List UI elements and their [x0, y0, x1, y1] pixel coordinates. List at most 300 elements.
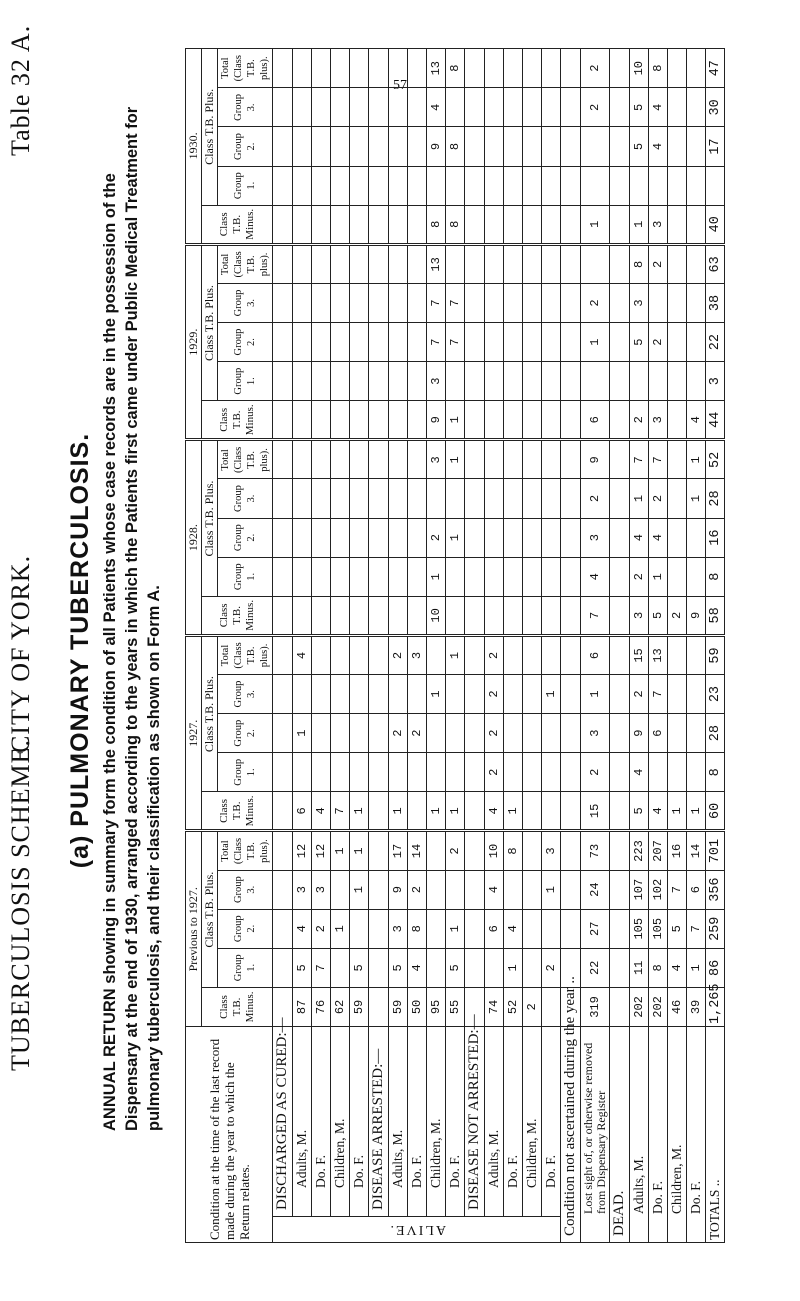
table-cell: 4: [504, 909, 523, 948]
table-cell: 2: [649, 244, 668, 283]
table-cell: [504, 205, 523, 244]
table-cell: 2: [389, 635, 408, 674]
table-cell: 3: [630, 283, 649, 322]
section-title: DEAD.: [610, 1027, 630, 1243]
table-cell: [485, 323, 504, 362]
table-cell: 27: [581, 909, 610, 948]
table-cell: [542, 323, 561, 362]
table-cell: 107: [630, 870, 649, 909]
table-cell: [389, 88, 408, 127]
table-cell: [668, 283, 687, 322]
empty-cell: [465, 714, 485, 753]
table-cell: [331, 244, 350, 283]
table-cell: 7: [687, 909, 706, 948]
table-cell: 2: [542, 948, 561, 987]
year-header: 1927.: [186, 635, 202, 831]
table-cell: 2: [523, 987, 542, 1026]
empty-cell: [369, 362, 389, 401]
table-cell: 102: [649, 870, 668, 909]
table-row: [504, 49, 523, 1243]
table-cell: 7: [312, 948, 331, 987]
table-cell: [408, 127, 427, 166]
total-cell: 17: [706, 127, 725, 166]
table-cell: 13: [649, 635, 668, 674]
table-cell: [408, 323, 427, 362]
group-header: Group 2.: [218, 323, 273, 362]
row-label: Do. F.: [504, 1027, 523, 1217]
description-line-2: Dispensary at the end of 1930, arranged according to the years in which the Patients first came under Public Medical Treatment for: [123, 106, 141, 1131]
empty-cell: [273, 440, 293, 479]
table-cell: 1: [331, 909, 350, 948]
empty-cell: [465, 675, 485, 714]
empty-cell: [273, 479, 293, 518]
table-cell: 1: [630, 479, 649, 518]
empty-cell: [273, 518, 293, 557]
total-cell: 52: [706, 440, 725, 479]
table-cell: 4: [293, 635, 312, 674]
table-cell: [523, 244, 542, 283]
table-cell: [668, 557, 687, 596]
table-cell: [331, 596, 350, 635]
row-label: Adults, M.: [630, 1027, 649, 1243]
empty-cell: [610, 244, 630, 283]
table-cell: 8: [649, 948, 668, 987]
table-cell: [485, 948, 504, 987]
table-cell: 7: [331, 792, 350, 831]
table-cell: [542, 518, 561, 557]
table-cell: [523, 401, 542, 440]
table-cell: 5: [630, 792, 649, 831]
table-cell: [331, 675, 350, 714]
empty-cell: [369, 518, 389, 557]
table-cell: [312, 518, 331, 557]
empty-cell: [369, 401, 389, 440]
total-cell: 58: [706, 596, 725, 635]
empty-cell: [465, 323, 485, 362]
table-cell: 1: [581, 675, 610, 714]
table-cell: 4: [293, 909, 312, 948]
empty-cell: [561, 870, 581, 909]
table-cell: [293, 596, 312, 635]
table-cell: 9: [581, 440, 610, 479]
table-cell: 2: [630, 401, 649, 440]
table-cell: [668, 479, 687, 518]
table-cell: [668, 362, 687, 401]
totals-row: [706, 49, 725, 1243]
table-cell: [408, 244, 427, 283]
table-cell: 1: [504, 948, 523, 987]
empty-cell: [610, 166, 630, 205]
empty-cell: [465, 909, 485, 948]
empty-cell: [465, 205, 485, 244]
group-header: Group 2.: [218, 909, 273, 948]
table-cell: [408, 283, 427, 322]
table-cell: 2: [485, 714, 504, 753]
empty-cell: [369, 440, 389, 479]
class-minus-header: Class T.B. Minus.: [202, 596, 273, 635]
class-plus-header: Class T.B. Plus.: [202, 244, 218, 400]
table-cell: 1: [446, 792, 465, 831]
table-cell: [350, 714, 369, 753]
table-cell: 8: [649, 49, 668, 88]
table-row: [581, 49, 610, 1243]
table-cell: [523, 362, 542, 401]
table-cell: [350, 88, 369, 127]
table-cell: 202: [649, 987, 668, 1026]
table-cell: [293, 675, 312, 714]
table-cell: [427, 831, 446, 870]
table-cell: [485, 88, 504, 127]
empty-cell: [369, 987, 389, 1026]
table-cell: 2: [446, 831, 465, 870]
table-cell: 2: [581, 49, 610, 88]
table-cell: [504, 244, 523, 283]
table-cell: [427, 870, 446, 909]
table-cell: [687, 205, 706, 244]
table-cell: 207: [649, 831, 668, 870]
empty-cell: [465, 596, 485, 635]
table-cell: [331, 753, 350, 792]
table-cell: [504, 440, 523, 479]
table-cell: [504, 362, 523, 401]
table-row: [293, 49, 312, 1243]
table-cell: 9: [687, 596, 706, 635]
table-cell: [504, 557, 523, 596]
table-cell: 3: [649, 205, 668, 244]
table-cell: 52: [504, 987, 523, 1026]
empty-cell: [273, 166, 293, 205]
table-cell: [312, 166, 331, 205]
group-header: Group 1.: [218, 166, 273, 205]
table-cell: [687, 166, 706, 205]
row-label: Do. F.: [542, 1027, 561, 1217]
table-cell: 3: [427, 440, 446, 479]
table-cell: 1: [542, 870, 561, 909]
empty-cell: [273, 753, 293, 792]
empty-cell: [610, 987, 630, 1026]
table-cell: 8: [504, 831, 523, 870]
table-cell: [427, 753, 446, 792]
table-cell: 2: [427, 518, 446, 557]
table-cell: [542, 127, 561, 166]
table-cell: [523, 635, 542, 674]
table-cell: [668, 635, 687, 674]
table-cell: [389, 518, 408, 557]
row-label: Children, M.: [668, 1027, 687, 1243]
empty-cell: [273, 88, 293, 127]
table-cell: [687, 283, 706, 322]
table-cell: [485, 557, 504, 596]
total-cell: 259: [706, 909, 725, 948]
group-header: Group 1.: [218, 557, 273, 596]
class-plus-header: Class T.B. Plus.: [202, 49, 218, 206]
table-cell: [312, 557, 331, 596]
empty-cell: [273, 401, 293, 440]
group-header: Group 3.: [218, 283, 273, 322]
empty-cell: [610, 714, 630, 753]
empty-cell: [610, 635, 630, 674]
table-cell: [504, 479, 523, 518]
total-cell: 701: [706, 831, 725, 870]
table-cell: 7: [427, 283, 446, 322]
table-cell: 1: [504, 792, 523, 831]
table-cell: 1: [427, 792, 446, 831]
table-cell: 6: [485, 909, 504, 948]
table-cell: 1: [687, 792, 706, 831]
empty-cell: [465, 479, 485, 518]
empty-cell: [561, 49, 581, 88]
empty-cell: [273, 596, 293, 635]
table-cell: [485, 401, 504, 440]
table-cell: 2: [408, 714, 427, 753]
table-cell: [687, 753, 706, 792]
group-header: Group 2.: [218, 127, 273, 166]
table-cell: 3: [312, 870, 331, 909]
table-cell: [581, 244, 610, 283]
table-cell: [331, 948, 350, 987]
table-cell: [630, 362, 649, 401]
year-header: 1928.: [186, 440, 202, 636]
total-cell: 86: [706, 948, 725, 987]
table-cell: [630, 166, 649, 205]
empty-cell: [561, 557, 581, 596]
group-header: Group 3.: [218, 479, 273, 518]
table-cell: 1: [446, 440, 465, 479]
empty-cell: [273, 362, 293, 401]
table-cell: [293, 479, 312, 518]
table-cell: 59: [350, 987, 369, 1026]
table-cell: [408, 49, 427, 88]
table-cell: [668, 440, 687, 479]
class-plus-header: Class T.B. Plus.: [202, 440, 218, 596]
table-cell: 4: [312, 792, 331, 831]
table-cell: 24: [581, 870, 610, 909]
empty-cell: [465, 362, 485, 401]
table-cell: [293, 557, 312, 596]
table-cell: 50: [408, 987, 427, 1026]
table-cell: [504, 518, 523, 557]
table-cell: [427, 166, 446, 205]
row-label: Do. F.: [408, 1027, 427, 1217]
group-header: Group 2.: [218, 714, 273, 753]
table-cell: [331, 518, 350, 557]
header-right: Table 32 A.: [6, 24, 35, 156]
table-cell: [446, 870, 465, 909]
page-number: 57: [393, 78, 407, 93]
empty-cell: [465, 831, 485, 870]
table-cell: [523, 205, 542, 244]
table-cell: [446, 596, 465, 635]
alive-label: ALIVE.: [273, 1217, 561, 1243]
empty-cell: [273, 831, 293, 870]
empty-cell: [273, 635, 293, 674]
table-cell: [504, 870, 523, 909]
table-cell: [542, 479, 561, 518]
class-plus-header: Class T.B. Plus.: [202, 831, 218, 987]
table-cell: 1: [427, 675, 446, 714]
table-cell: [408, 362, 427, 401]
table-cell: 5: [649, 596, 668, 635]
table-cell: [331, 401, 350, 440]
section-title: Condition not ascertained during the year ..: [561, 1027, 581, 1243]
table-cell: [389, 205, 408, 244]
table-cell: 223: [630, 831, 649, 870]
table-cell: [523, 323, 542, 362]
table-cell: [668, 127, 687, 166]
table-cell: [542, 596, 561, 635]
table-cell: 13: [427, 244, 446, 283]
table-cell: [542, 753, 561, 792]
empty-cell: [273, 909, 293, 948]
row-label: Children, M.: [427, 1027, 446, 1217]
table-cell: [350, 479, 369, 518]
empty-cell: [369, 831, 389, 870]
empty-cell: [561, 283, 581, 322]
table-cell: [542, 557, 561, 596]
table-cell: [523, 753, 542, 792]
empty-cell: [273, 714, 293, 753]
table-cell: [312, 323, 331, 362]
table-row: [350, 49, 369, 1243]
table-cell: 1: [389, 792, 408, 831]
table-cell: [331, 166, 350, 205]
table-cell: 8: [446, 49, 465, 88]
table-cell: [542, 283, 561, 322]
table-cell: [504, 323, 523, 362]
table-cell: [312, 596, 331, 635]
table-cell: [523, 127, 542, 166]
table-cell: [408, 401, 427, 440]
empty-cell: [561, 635, 581, 674]
table-cell: [350, 440, 369, 479]
table-row: [523, 49, 542, 1243]
table-cell: [687, 518, 706, 557]
empty-cell: [561, 714, 581, 753]
table-cell: 7: [446, 323, 465, 362]
empty-cell: [369, 635, 389, 674]
table-cell: [293, 401, 312, 440]
total-cell: 63: [706, 244, 725, 283]
table-cell: [542, 987, 561, 1026]
table-cell: [312, 753, 331, 792]
table-cell: 2: [581, 479, 610, 518]
table-cell: [408, 88, 427, 127]
table-cell: [523, 557, 542, 596]
table-cell: [293, 362, 312, 401]
group-header: Total (Class T.B. plus).: [218, 244, 273, 283]
table-cell: [523, 675, 542, 714]
class-minus-header: Class T.B. Minus.: [202, 792, 273, 831]
table-cell: [523, 479, 542, 518]
table-cell: [350, 401, 369, 440]
table-row: [649, 49, 668, 1243]
table-cell: [668, 518, 687, 557]
empty-cell: [465, 518, 485, 557]
total-cell: 356: [706, 870, 725, 909]
table-cell: 55: [446, 987, 465, 1026]
table-cell: [504, 49, 523, 88]
empty-cell: [561, 362, 581, 401]
table-cell: [312, 362, 331, 401]
year-header: Previous to 1927.: [186, 831, 202, 1027]
table-cell: [331, 440, 350, 479]
table-cell: [389, 479, 408, 518]
empty-cell: [610, 557, 630, 596]
table-cell: 95: [427, 987, 446, 1026]
row-label: Do. F.: [649, 1027, 668, 1243]
empty-cell: [369, 675, 389, 714]
empty-cell: [610, 909, 630, 948]
table-cell: 1: [668, 792, 687, 831]
total-cell: 8: [706, 557, 725, 596]
empty-cell: [369, 479, 389, 518]
empty-cell: [561, 88, 581, 127]
table-cell: [485, 440, 504, 479]
empty-cell: [273, 323, 293, 362]
table-cell: [668, 88, 687, 127]
table-row: [331, 49, 350, 1243]
group-header: Total (Class T.B. plus).: [218, 440, 273, 479]
table-cell: [427, 635, 446, 674]
table-cell: [312, 635, 331, 674]
table-cell: [389, 557, 408, 596]
table-cell: [331, 714, 350, 753]
table-cell: 4: [649, 127, 668, 166]
table-cell: 4: [485, 792, 504, 831]
table-cell: 8: [446, 127, 465, 166]
table-cell: [523, 714, 542, 753]
table-cell: [668, 714, 687, 753]
empty-cell: [610, 479, 630, 518]
table-cell: 3: [649, 401, 668, 440]
table-cell: [408, 518, 427, 557]
table-cell: [293, 753, 312, 792]
table-cell: [687, 635, 706, 674]
table-cell: 105: [630, 909, 649, 948]
table-cell: 3: [389, 909, 408, 948]
table-cell: [389, 362, 408, 401]
empty-cell: [561, 518, 581, 557]
description-line-1: ANNUAL RETURN showing in summary form the condition of all Patients whose case records are in the possession of the: [101, 173, 119, 1131]
table-cell: [687, 362, 706, 401]
empty-cell: [610, 792, 630, 831]
table-cell: 74: [485, 987, 504, 1026]
table-row: [408, 49, 427, 1243]
total-cell: 28: [706, 479, 725, 518]
table-cell: [331, 870, 350, 909]
empty-cell: [610, 49, 630, 88]
total-cell: 8: [706, 753, 725, 792]
table-cell: [668, 244, 687, 283]
total-cell: 1,265: [706, 987, 725, 1026]
table-cell: [485, 518, 504, 557]
table-cell: [485, 244, 504, 283]
table-cell: [350, 596, 369, 635]
table-cell: [485, 362, 504, 401]
empty-cell: [369, 127, 389, 166]
section-title: DISEASE ARRESTED:—: [369, 1027, 389, 1217]
empty-cell: [465, 635, 485, 674]
table-cell: 9: [389, 870, 408, 909]
table-cell: [331, 323, 350, 362]
table-cell: 3: [630, 596, 649, 635]
table-cell: 2: [581, 88, 610, 127]
empty-cell: [561, 401, 581, 440]
table-cell: [293, 127, 312, 166]
table-cell: 4: [649, 518, 668, 557]
table-cell: [446, 88, 465, 127]
table-row: [389, 49, 408, 1243]
